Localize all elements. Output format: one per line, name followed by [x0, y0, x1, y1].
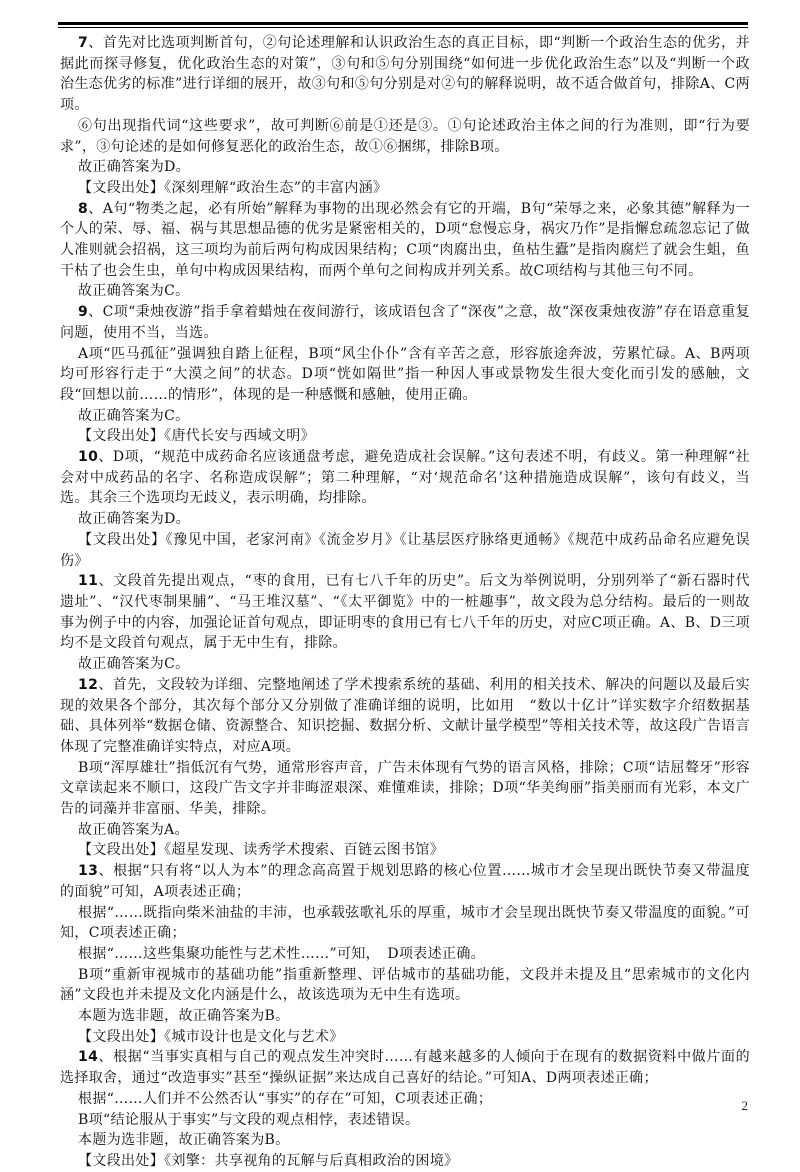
paragraph-text: 故正确答案为D。 — [78, 159, 191, 176]
header-rule-thick — [58, 22, 748, 25]
paragraph-text: 、D项，“规范中成药命名应该通盘考虑，避免造成社会误解。”这句表述不明，有歧义。第一种理解“社会对中成药品的名字、名称造成误解”；第二种理解，“对‘规范命名’这种措施造成误解”，该句有歧义，当选。其余三个选项均无歧义，表示明确，均排除。 — [60, 449, 750, 507]
paragraph-text: 本题为选非题，故正确答案为B。 — [78, 1008, 290, 1025]
question-explanation — [60, 199, 750, 282]
question-number: 13 — [78, 863, 99, 880]
explanation-paragraph — [60, 116, 750, 157]
paragraph-text: 故正确答案为D。 — [78, 511, 191, 528]
paragraph-text: 、根据“只有将“以人为本”的理念高高置于规划思路的核心位置……城市才会呈现出既快节奏又带温度的面貌”可知，A项表述正确； — [60, 863, 750, 900]
paragraph-text: 根据“……人们并不公然否认“事实”的存在”可知，C项表述正确； — [78, 1090, 493, 1107]
paragraph-text: 【文段出处】《豫见中国，老家河南》《流金岁月》《让基层医疗脉络更通畅》《规范中成药品命名应避免误伤》 — [60, 531, 750, 569]
explanation-paragraph — [60, 344, 750, 406]
explanation-paragraph — [60, 1130, 750, 1151]
question-explanation — [60, 302, 750, 343]
source-citation — [60, 178, 750, 199]
paragraph-text: 、C项“秉烛夜游”指手拿着蜡烛在夜间游行，该成语包含了“深夜”之意，故“深夜秉烛夜游”存在语意重复问题，使用不当，当选。 — [60, 304, 750, 341]
question-explanation — [60, 861, 750, 902]
paragraph-text: 、根据“当事实真相与自己的观点发生冲突时……有越来越多的人倾向于在现有的数据资料中做片面的选择取舍，通过“改造事实”甚至“操纵证据”来达成自己喜好的结论。”可知A、D两项表述正确； — [60, 1049, 750, 1087]
paragraph-text: 、文段首先提出观点，“枣的食用，已有七八千年的历史”。后文为举例说明，分别列举了“新石器时代遗址”、“汉代枣制果脯”、“马王堆汉墓”、“《太平御览》中的一桩趣事”，故文段为总分结构。最后的一则故事为例子中的内容，加强论证首句观点，即证明枣的食用已有七八千年的历史，对应C项正确。A、B、D三项均不是文段首句观点，属于无中生有，排除。 — [60, 573, 750, 652]
paragraph-text: 故正确答案为C。 — [78, 656, 190, 673]
question-number: 8 — [78, 200, 89, 217]
question-explanation — [60, 447, 750, 509]
paragraph-text: B项“结论服从于事实”与文段的观点相悖，表述错误。 — [78, 1111, 420, 1128]
paragraph-text: A项“匹马孤征”强调独自踏上征程，B项“风尘仆仆”含有辛苦之意，形容旅途奔波，劳累忙碌。A、B两项均可形容行走于“大漠之间”的状态。D项“恍如隔世”指一种因人事或景物发生很大变化而引发的感触，文段“回想以前……的情形”，体现的是一种感慨和感触，使用正确。 — [60, 345, 750, 403]
question-explanation — [60, 675, 750, 758]
explanation-paragraph — [60, 1110, 750, 1131]
question-explanation — [60, 1047, 750, 1088]
explanation-paragraph — [60, 1006, 750, 1027]
explanation-paragraph — [60, 281, 750, 302]
question-number: 14 — [78, 1049, 99, 1066]
paragraph-text: 、首先，文段较为详细、完整地阐述了学术搜索系统的基础、利用的相关技术、解决的问题以及最后实现的效果各个部分，其次每个部分又分别做了准确详细的说明，比如用 “数以十亿计”详实数字介绍数据基础、具体列举“数据仓储、资源整合、知识挖掘、数据分析、文献计量学模型”等相关技术等，故这段广告语言体现了完整准确详实特点，对应A项。 — [60, 676, 750, 755]
explanation-paragraph — [60, 654, 750, 675]
question-number: 7 — [78, 35, 89, 51]
source-citation — [60, 840, 750, 861]
paragraph-text: 【文段出处】《超星发现、读秀学术搜索、百链云图书馆》 — [78, 842, 445, 859]
paragraph-text: B项“浑厚雄壮”指低沉有气势，通常形容声音，广告未体现有气势的语言风格，排除；C项“诘屈聱牙”形容文章读起来不顺口，这段广告文字并非晦涩艰深、难懂难读，排除；D项“华美绚丽”指美丽而有光彩，本文广告的词藻并非富丽、华美，排除。 — [60, 759, 750, 818]
paragraph-text: 本题为选非题，故正确答案为B。 — [78, 1132, 290, 1149]
paragraph-text: B项“重新审视城市的基础功能”指重新整理、评估城市的基础功能，文段并未提及且“思索城市的文化内涵”文段也并未提及文化内涵是什么，故该选项为无中生有选项。 — [60, 966, 750, 1004]
source-citation — [60, 1151, 750, 1172]
explanation-paragraph — [60, 157, 750, 178]
paragraph-text: 【文段出处】《深刻理解“政治生态”的丰富内涵》 — [78, 179, 388, 196]
paragraph-text: 、首先对比选项判断首句，②句论述理解和认识政治生态的真正目标，即“判断一个政治生态的优劣，并据此而探寻修复，优化政治生态的对策”，③句和⑤句分别围绕“如何进一步优化政治生态”以及“判断一个政治生态优劣的标准”进行详细的展开，故③句和⑤句分别是对②句的解释说明，故不适合做首句，排除A、C两项。 — [60, 35, 750, 114]
source-citation — [60, 530, 750, 571]
question-explanation — [60, 33, 750, 116]
explanation-paragraph — [60, 509, 750, 530]
source-citation — [60, 426, 750, 447]
paragraph-text: 、A句“物类之起，必有所始”解释为事物的出现必然会有它的开端，B句“荣辱之来，必象其德”解释为一个人的荣、辱、福、祸与其思想品德的优劣是紧密相关的，D项“怠慢忘身，祸灾乃作”是指懈怠疏忽忘记了做人准则就会招祸，这三项均为前后两句构成因果结构；C项“肉腐出虫，鱼枯生蠹”是指肉腐烂了就会生蛆，鱼干枯了也会生虫，单句中构成因果结构，而两个单句之间构成并列关系。故C项结构与其他三句不同。 — [60, 200, 750, 279]
paragraph-text: 故正确答案为C。 — [78, 407, 190, 424]
explanation-paragraph — [60, 820, 750, 841]
paragraph-text: 【文段出处】《刘擎：共享视角的瓦解与后真相政治的困境》 — [78, 1152, 459, 1169]
paragraph-text: 根据“……既指向柴米油盐的丰沛，也承载弦歌礼乐的厚重，城市才会呈现出既快节奏又带温度的面貌。”可知，C项表述正确； — [60, 904, 750, 942]
paragraph-text: 根据“……这些集聚功能性与艺术性……”可知， D项表述正确。 — [78, 945, 486, 962]
question-number: 9 — [78, 304, 89, 321]
explanation-paragraph — [60, 406, 750, 427]
question-explanation — [60, 571, 750, 654]
paragraph-text: 故正确答案为C。 — [78, 283, 190, 300]
paragraph-text: 【文段出处】《城市设计也是文化与艺术》 — [78, 1028, 344, 1045]
explanation-paragraph — [60, 965, 750, 1006]
explanation-paragraph — [60, 758, 750, 820]
explanation-paragraph — [60, 944, 750, 965]
page-number: 2 — [741, 1098, 748, 1113]
source-citation — [60, 1027, 750, 1048]
paragraph-text: 故正确答案为A。 — [78, 821, 189, 838]
explanation-paragraph — [60, 903, 750, 944]
question-number: 10 — [78, 449, 99, 466]
paragraph-text: ⑥句出现指代词“这些要求”，故可判断⑥前是①还是③。①句论述政治主体之间的行为准则，即“行为要求”，③句论述的是如何修复恶化的政治生态，故①⑥捆绑，排除B项。 — [60, 117, 750, 155]
answer-explanations — [60, 33, 750, 1172]
header-rule-thin — [58, 27, 748, 28]
question-number: 11 — [78, 573, 99, 590]
paragraph-text: 【文段出处】《唐代长安与西域文明》 — [78, 428, 315, 445]
explanation-paragraph — [60, 1089, 750, 1110]
question-number: 12 — [78, 676, 99, 693]
